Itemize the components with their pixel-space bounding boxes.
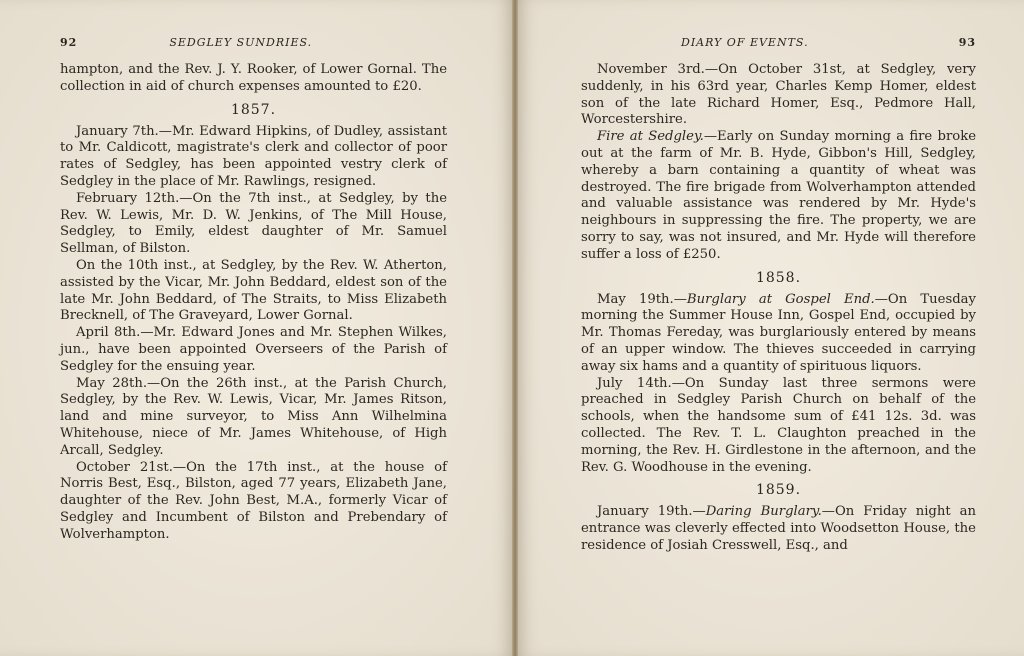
continued-paragraph: hampton, and the Rev. J. Y. Rooker, of Lower Gornal. The collection in aid of church expenses amounted to £20. xyxy=(60,62,447,94)
fire-heading: Fire at Sedgley. xyxy=(597,129,704,145)
book-gutter xyxy=(512,0,518,656)
entry-fire-at-sedgley xyxy=(581,129,976,263)
right-running-head xyxy=(581,36,976,54)
left-running-head xyxy=(60,36,447,54)
jan19-date: January 19th.— xyxy=(597,504,706,520)
year-heading-1857: 1857. xyxy=(230,101,277,118)
may19-heading: Burglary at Gospel End. xyxy=(686,291,875,307)
left-running-title: SEDGLEY SUNDRIES. xyxy=(169,36,313,49)
entry-jul-14: July 14th.—On Sunday last three sermons were preached in Sedgley Parish Church on behalf of the schools, when the handsome sum of £41 12s. 3d. was collected. The Rev. T. L. Claughton preached in the morning, the Rev. H. Girdlestone in the afternoon, and the Rev. G. Woodhouse in the evening. xyxy=(581,375,976,475)
may19-body: —On Tuesday morning the Summer House Inn, Gospel End, occupied by Mr. Thomas Fereday, was burglariously entered by means of an upper window. The thieves succeeded in carrying away six hams and a quantity of spirituous liquors. xyxy=(581,291,976,374)
entry-feb-12: February 12th.—On the 7th inst., at Sedgley, by the Rev. W. Lewis, Mr. D. W. Jenkins, of The Mill House, Sedgley, to Emily, eldest daughter of Mr. Samuel Sellman, of Bilston. xyxy=(60,190,447,257)
right-page xyxy=(515,0,1024,656)
right-running-title: DIARY OF EVENTS. xyxy=(681,36,809,49)
entry-oct-21: October 21st.—On the 17th inst., at the house of Norris Best, Esq., Bilston, aged 77 years, Elizabeth Jane, daughter of the Rev. John Best, M.A., formerly Vicar of Sedgley and Incumbent of Bilston and Prebendary of Wolverhampton. xyxy=(60,459,447,542)
year-heading-1858: 1858. xyxy=(755,269,802,286)
year-heading-1859: 1859. xyxy=(755,482,802,499)
entry-nov-3: November 3rd.—On October 31st, at Sedgley, very suddenly, in his 63rd year, Charles Kemp Homer, eldest son of the late Richard Homer, Esq., Pedmore Hall, Worcestershire. xyxy=(581,62,976,128)
entry-jan-19 xyxy=(581,504,976,554)
jan19-heading: Daring Burglary. xyxy=(705,504,822,520)
entry-apr-8: April 8th.—Mr. Edward Jones and Mr. Stephen Wilkes, jun., have been appointed Overseers of the Parish of Sedgley for the ensuing year. xyxy=(60,325,447,374)
left-page-number: 92 xyxy=(60,36,78,49)
right-page-number: 93 xyxy=(958,36,976,49)
entry-may-19 xyxy=(581,292,976,376)
entry-may-28: May 28th.—On the 26th inst., at the Parish Church, Sedgley, by the Rev. W. Lewis, Vicar, Mr. James Ritson, land and mine surveyor, to Miss Ann Wilhelmina Whitehouse, niece of Mr. James Whitehouse, of High Arcall, Sedgley. xyxy=(60,375,447,458)
may19-date: May 19th.— xyxy=(597,291,687,307)
entry-jan-7: January 7th.—Mr. Edward Hipkins, of Dudley, assistant to Mr. Caldicott, magistrate's clerk and collector of poor rates of Sedgley, has been appointed vestry clerk of Sedgley in the place of Mr. Rawlings, resigned. xyxy=(60,123,447,189)
jan19-body: —On Friday night an entrance was cleverly effected into Woodsetton House, the residence of Josiah Cresswell, Esq., and xyxy=(581,504,976,553)
fire-body: —Early on Sunday morning a fire broke out at the farm of Mr. B. Hyde, Gibbon's Hill, Sedgley, whereby a barn containing a quantity of wheat was destroyed. The fire brigade from Wolverhampton attended and valuable assistance was rendered by Mr. Hyde's neighbours in suppressing the fire. The property, we are sorry to say, was not insured, and Mr. Hyde will therefore suffer a loss of £250. xyxy=(581,129,976,262)
entry-10th-inst: On the 10th inst., at Sedgley, by the Rev. W. Atherton, assisted by the Vicar, Mr. John Beddard, eldest son of the late Mr. John Beddard, of The Straits, to Miss Elizabeth Brecknell, of The Graveyard, Lower Gornal. xyxy=(60,257,447,324)
